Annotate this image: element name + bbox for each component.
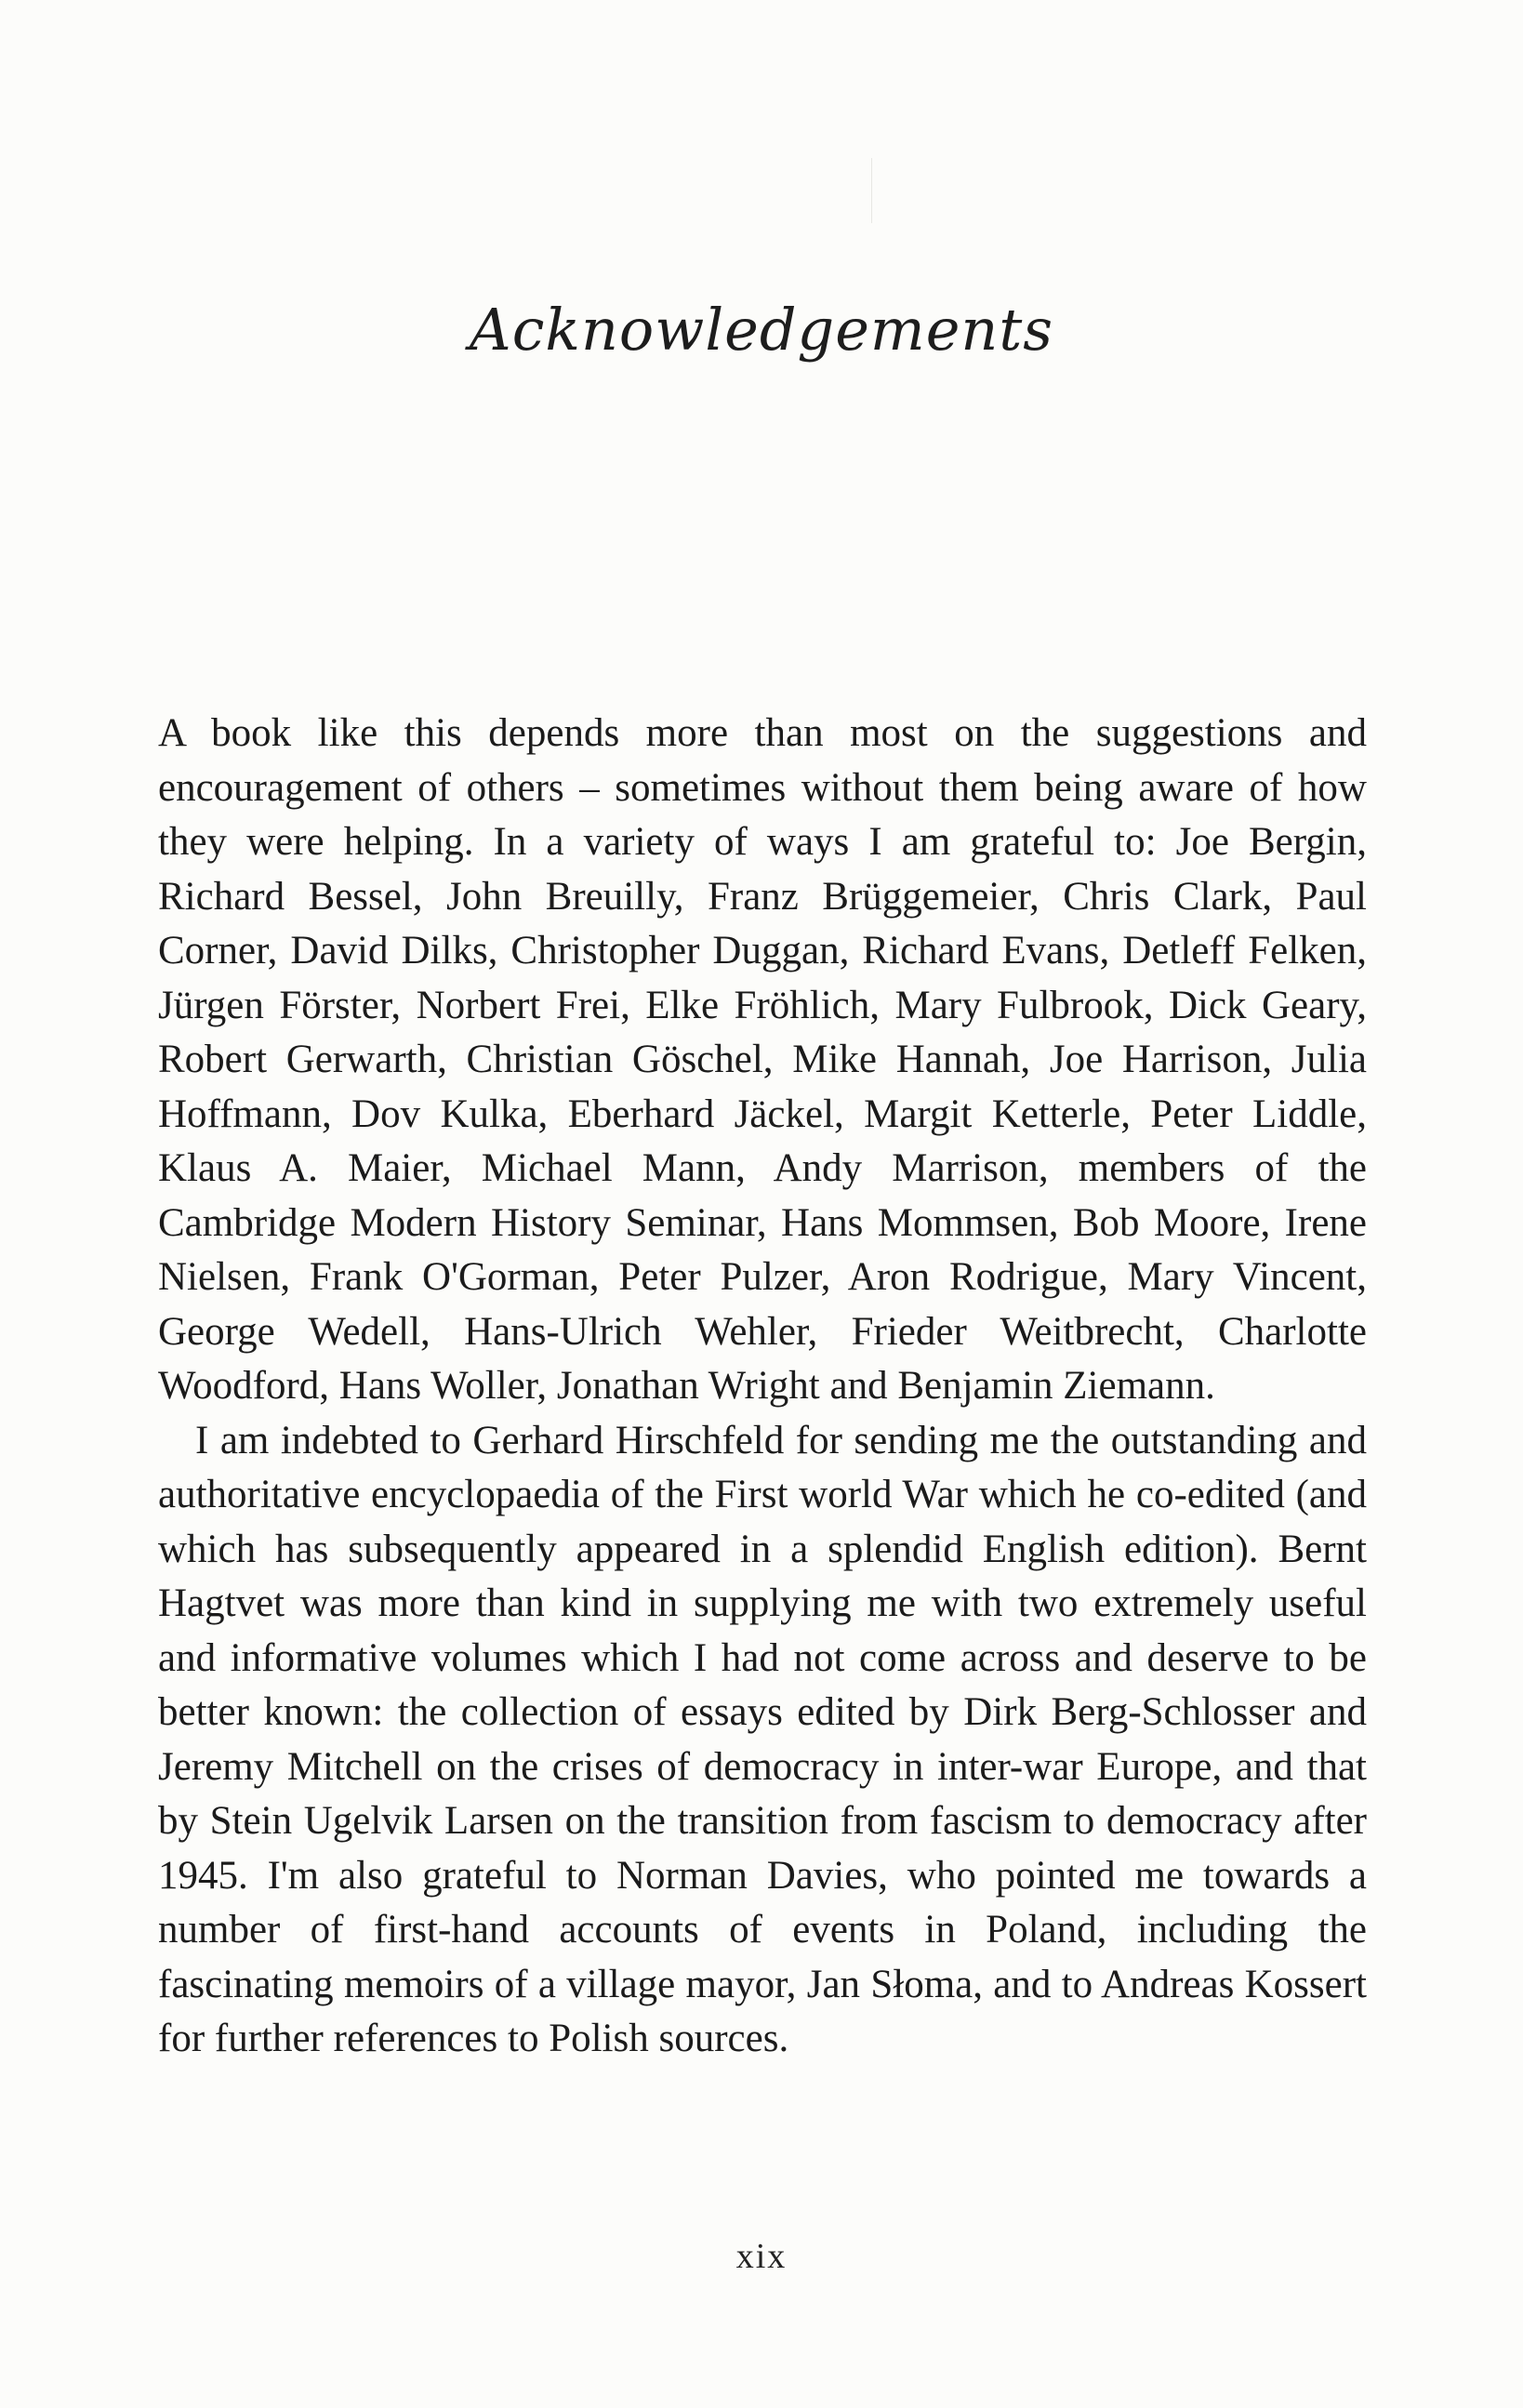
paragraph-1: A book like this depends more than most on the suggestions and encouragement of others – sometimes without them being aware of how they were helping. In a variety of ways I am grateful to: Joe Bergin, Richard Bessel, John Breuilly, Franz Brüggemeier, Chris Clark, Paul Corner, David Dilks, Christopher Duggan, Richard Evans, Detleff Felken, Jürgen Förster, Norbert Frei, Elke Fröhlich, Mary Fulbrook, Dick Geary, Robert Gerwarth, Christian Göschel, Mike Hannah, Joe Harrison, Julia Hoffmann, Dov Kulka, Eberhard Jäckel, Margit Ketterle, Peter Liddle, Klaus A. Maier, Michael Mann, Andy Marrison, members of the Cambridge Modern History Seminar, Hans Mommsen, Bob Moore, Irene Nielsen, Frank O'Gorman, Peter Pulzer, Aron Rodrigue, Mary Vincent, George Wedell, Hans-Ulrich Wehler, Frieder Weitbrecht, Charlotte Woodford, Hans Woller, Jonathan Wright and Benjamin Ziemann.: [158, 711, 1367, 1408]
paragraph-2: I am indebted to Gerhard Hirschfeld for sending me the outstanding and authoritative encyclopaedia of the First world War which he co-edited (and which has subsequently appeared in a splendid English edition). Bernt Hagtvet was more than kind in supplying me with two extremely useful and informative volumes which I had not come across and deserve to be better known: the collection of essays edited by Dirk Berg-Schlosser and Jeremy Mitchell on the crises of democracy in inter-war Europe, and that by Stein Ugelvik Larsen on the transition from fascism to democracy after 1945. I'm also grateful to Norman Davies, who pointed me towards a number of first-hand accounts of events in Poland, including the fascinating memoirs of a village mayor, Jan Słoma, and to Andreas Kossert for further references to Polish sources.: [158, 1418, 1367, 2060]
page-number: xix: [735, 2237, 788, 2276]
scan-artifact: [871, 158, 872, 223]
acknowledgements-body: [158, 707, 1367, 2067]
page-title: Acknowledgements: [469, 296, 1054, 364]
